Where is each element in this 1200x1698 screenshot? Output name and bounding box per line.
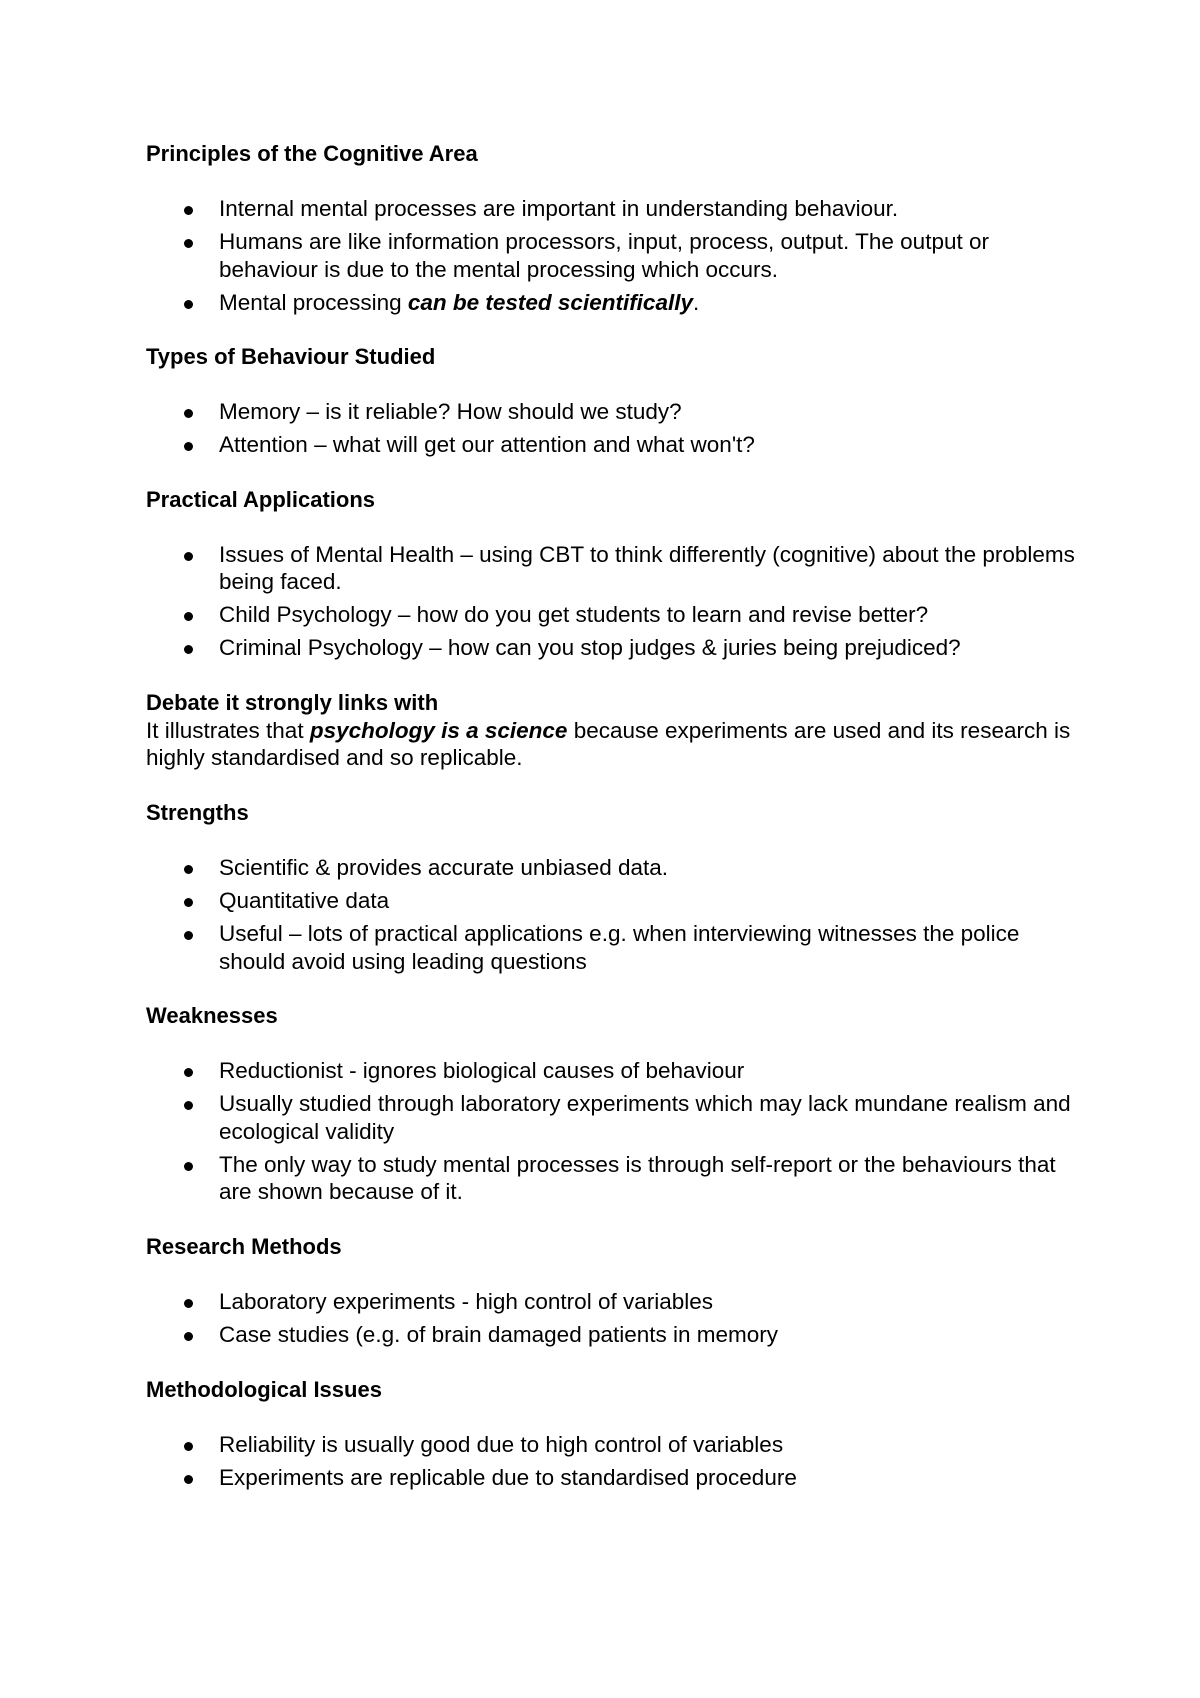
section-heading: Types of Behaviour Studied [146, 344, 436, 370]
list-item-text: Mental processing [219, 289, 408, 315]
list-item-text: Usually studied through laboratory experiments which may lack mundane realism and ecological validity [219, 1091, 1071, 1144]
bullet-icon [184, 1442, 193, 1451]
bullet-list [146, 854, 1086, 975]
bullet-icon [184, 1299, 193, 1308]
list-item [146, 1090, 1086, 1145]
section-debate [146, 689, 1086, 772]
list-item-text: Attention – what will get our attention and what won't? [219, 432, 755, 458]
bullet-icon [184, 409, 193, 418]
section-heading: Practical Applications [146, 486, 376, 512]
list-item [146, 920, 1086, 975]
bullet-icon [184, 645, 193, 654]
list-item-text: Reliability is usually good due to high control of variables [219, 1431, 784, 1457]
section-heading: Strengths [146, 800, 249, 826]
list-item [146, 1057, 1086, 1085]
section-strengths [146, 799, 1086, 975]
section-practical-applications [146, 486, 1086, 662]
bullet-list [146, 1431, 1086, 1492]
list-item [146, 1288, 1086, 1316]
list-item [146, 1464, 1086, 1492]
section-weaknesses [146, 1002, 1086, 1206]
bullet-icon [184, 1332, 193, 1341]
bullet-icon [184, 239, 193, 248]
list-item-text: Internal mental processes are important in understanding behaviour. [219, 196, 899, 221]
list-item [146, 1151, 1086, 1206]
emphasis-text: can be tested scientifically [407, 289, 693, 315]
list-item-text: Memory – is it reliable? How should we study? [219, 399, 682, 425]
list-item-text: Humans are like information processors, input, process, output. The output or behaviour is due to the mental processing which occurs. [219, 228, 989, 282]
list-item-text: Experiments are replicable due to standardised procedure [219, 1464, 797, 1490]
list-item-text: Scientific & provides accurate unbiased data. [219, 855, 669, 881]
section-heading: Weaknesses [146, 1003, 278, 1029]
list-item-text: . [692, 289, 700, 315]
list-item-text: Child Psychology – how do you get students to learn and revise better? [219, 602, 929, 628]
list-item [146, 431, 1086, 459]
list-item [146, 854, 1086, 882]
bullet-list [146, 398, 1086, 459]
section-heading: Methodological Issues [146, 1376, 382, 1402]
bullet-icon [184, 206, 193, 215]
list-item [146, 601, 1086, 629]
bullet-list [146, 541, 1086, 662]
paragraph-text: because experiments are used and its research is highly standardised and so replicable. [146, 717, 1071, 771]
list-item [146, 398, 1086, 426]
bullet-icon [184, 300, 193, 309]
section-principles [146, 140, 1086, 316]
list-item-text: Case studies (e.g. of brain damaged patients in memory [219, 1321, 779, 1347]
bullet-icon [184, 1162, 193, 1171]
list-item [146, 634, 1086, 662]
bullet-list [146, 1057, 1086, 1206]
list-item-text: Criminal Psychology – how can you stop judges & juries being prejudiced? [219, 635, 961, 661]
list-item [146, 541, 1086, 596]
section-heading: Principles of the Cognitive Area [146, 141, 478, 166]
list-item-text: The only way to study mental processes is through self-report or the behaviours that are shown because of it. [219, 1151, 1056, 1205]
paragraph-text: It illustrates that [146, 717, 310, 743]
section-heading: Research Methods [146, 1233, 342, 1259]
bullet-icon [184, 865, 193, 874]
list-item [146, 195, 1086, 223]
bullet-icon [184, 1068, 193, 1077]
bullet-list [146, 195, 1086, 316]
document-page [146, 140, 1086, 1518]
bullet-icon [184, 898, 193, 907]
bullet-icon [184, 931, 193, 940]
bullet-icon [184, 612, 193, 621]
section-heading: Debate it strongly links with [146, 689, 439, 715]
list-item [146, 228, 1086, 283]
section-behaviour-types [146, 343, 1086, 459]
list-item [146, 1431, 1086, 1459]
list-item-text: Useful – lots of practical applications e.g. when interviewing witnesses the police should avoid using leading questions [219, 921, 1020, 974]
list-item-text: Issues of Mental Health – using CBT to think differently (cognitive) about the problems being faced. [219, 541, 1075, 595]
list-item [146, 887, 1086, 915]
bullet-icon [184, 552, 193, 561]
bullet-list [146, 1288, 1086, 1349]
list-item-text: Reductionist - ignores biological causes of behaviour [219, 1058, 745, 1084]
emphasis-text: psychology is a science [309, 717, 568, 743]
bullet-icon [184, 1101, 193, 1110]
list-item-text: Quantitative data [219, 888, 390, 914]
debate-paragraph [146, 717, 1086, 772]
bullet-icon [184, 442, 193, 451]
section-research-methods [146, 1233, 1086, 1349]
section-methodological-issues [146, 1376, 1086, 1492]
bullet-icon [184, 1475, 193, 1484]
list-item [146, 289, 1086, 317]
list-item [146, 1321, 1086, 1349]
list-item-text: Laboratory experiments - high control of variables [219, 1288, 714, 1314]
